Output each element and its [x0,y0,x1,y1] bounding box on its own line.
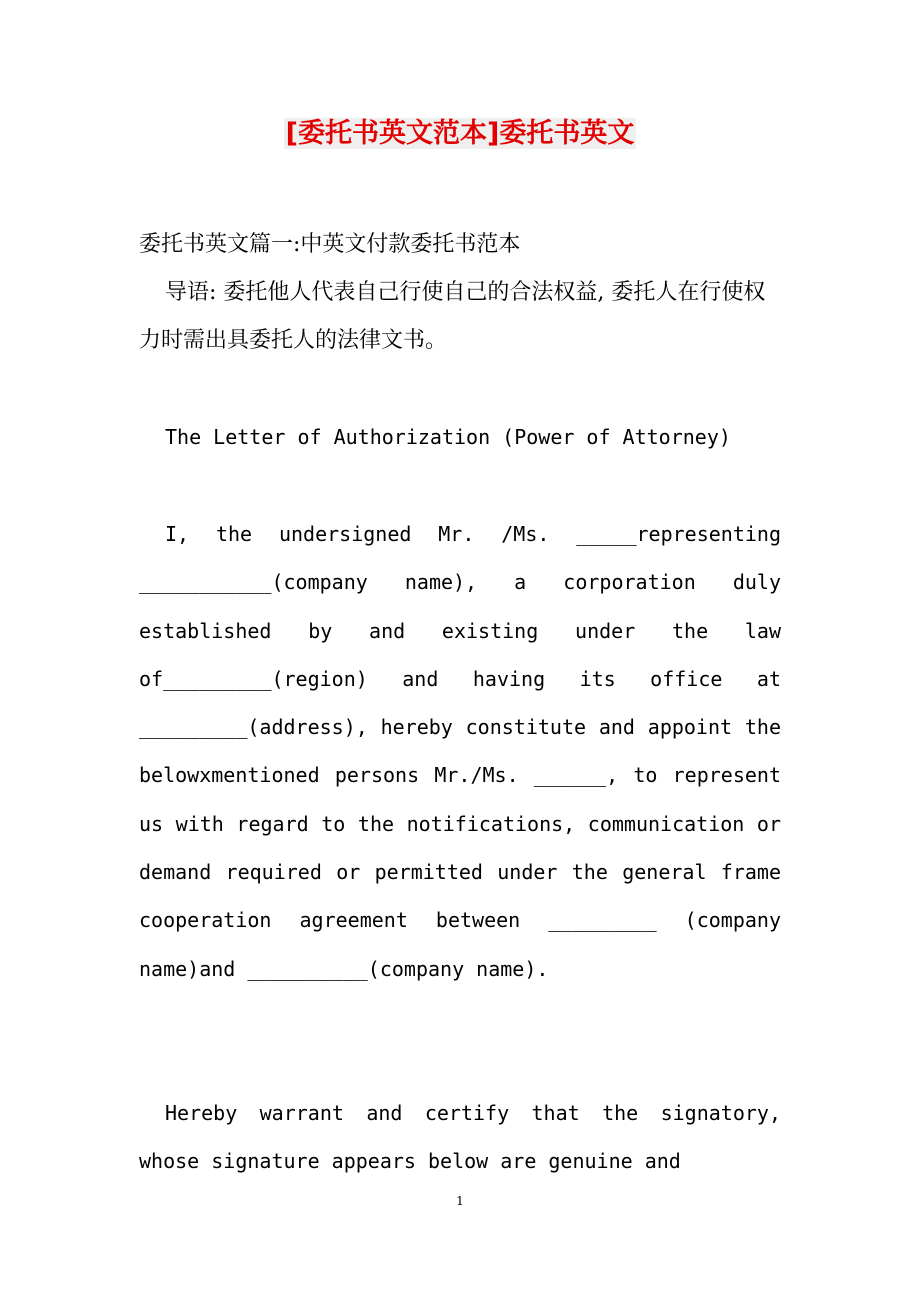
body-paragraph-2: Hereby warrant and certify that the signatory, whose signature appears below are genuine and [139,1101,781,1174]
intro-paragraph: 导语: 委托他人代表自己行使自己的合法权益, 委托人在行使权力时需出具委托人的法律文书。 [139,280,766,353]
section-heading: 委托书英文篇一:中英文付款委托书范本 [139,232,521,257]
document-title-text: [委托书英文范本]委托书英文 [285,118,635,149]
page-number: 1 [456,1194,464,1208]
body-paragraph-1: I, the undersigned Mr. /Ms. _____representing ___________(company name), a corporation duly established by and existing under the law of_________(region) and having its office at _________(address), hereby constitute and appoint the belowxmentioned persons Mr./Ms. ______, to represent us with regard to the notifications, communication or demand required or permitted under the general frame cooperation agreement between _________ (company name)and __________(company name). [139,522,781,981]
document-title [0,114,920,154]
letter-title: The Letter of Authorization (Power of Attorney) [165,425,731,449]
